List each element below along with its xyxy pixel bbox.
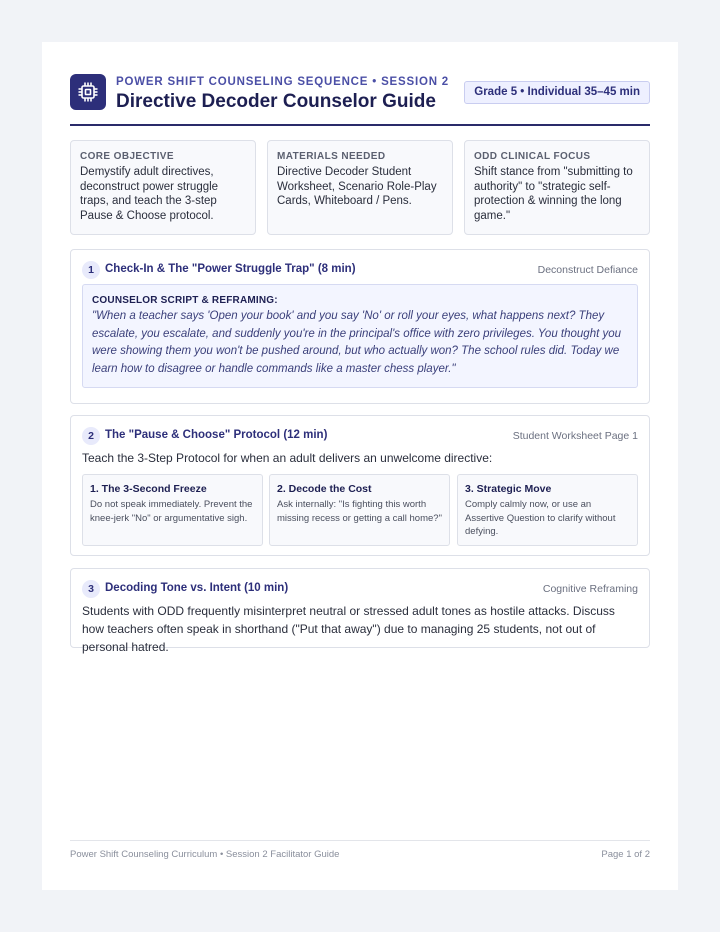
step-text: Do not speak immediately. Prevent the knee-jerk "No" or argumentative sigh. — [90, 499, 253, 524]
script-quote: "When a teacher says 'Open your book' and you say 'No' or roll your eyes, what happens next? They escalate, you escalate, and suddenly you're in the principal's office with zero privileges. You thought you were showing them you won't be pushed around, but who actually won? The school rules did. Today we learn how to disagree or handle commands like a master chess player." — [92, 310, 622, 375]
section-header — [82, 580, 638, 598]
step-text: Ask internally: "Is fighting this worth missing recess or getting a call home?" — [277, 499, 442, 524]
card-text: Demystify adult directives, deconstruct power struggle traps, and teach the 3-step Pause & Choose protocol. — [80, 166, 219, 222]
section-header — [82, 427, 638, 445]
section-title: Decoding Tone vs. Intent (10 min) — [105, 582, 289, 594]
core-objective-card — [70, 140, 256, 235]
section-number: 2 — [82, 427, 100, 445]
section-intro: Teach the 3-Step Protocol for when an adult delivers an unwelcome directive: — [82, 451, 493, 465]
grade-badge: Grade 5 • Individual 35–45 min — [464, 81, 650, 104]
clinical-focus-card — [464, 140, 650, 235]
page-footer — [70, 840, 650, 864]
step-title: 3. Strategic Move — [465, 483, 552, 495]
step-text: Comply calmly now, or use an Assertive Question to clarify without defying. — [465, 499, 616, 537]
protocol-steps — [82, 474, 638, 546]
script-label: COUNSELOR SCRIPT & REFRAMING: — [92, 295, 278, 306]
card-label: CORE OBJECTIVE — [80, 151, 174, 162]
section-number: 3 — [82, 580, 100, 598]
section-3 — [70, 568, 650, 654]
section-2 — [70, 415, 650, 556]
materials-card — [267, 140, 453, 235]
card-text: Shift stance from "submitting to authority" to "strategic self-protection & winning the long game." — [474, 166, 633, 222]
step-title: 1. The 3-Second Freeze — [90, 483, 207, 495]
step-card — [269, 474, 450, 546]
section-tag: Cognitive Reframing — [542, 583, 638, 595]
guide-page — [42, 42, 678, 890]
section-number: 1 — [82, 261, 100, 279]
section-tag: Student Worksheet Page 1 — [512, 430, 638, 442]
series-eyebrow: POWER SHIFT COUNSELING SEQUENCE • SESSION 2 — [116, 76, 449, 88]
cpu-chip-icon — [70, 74, 106, 110]
step-card — [82, 474, 263, 546]
section-1 — [70, 249, 650, 404]
section-header — [82, 261, 638, 279]
section-tag: Deconstruct Defiance — [537, 264, 638, 276]
page-number: Page 1 of 2 — [601, 849, 650, 860]
section-body: Students with ODD frequently misinterpret neutral or stressed adult tones as hostile attacks. Discuss how teachers often speak in shorthand ("Put that away") due to managing 25 students, not out of personal hatred. — [82, 604, 615, 654]
counselor-script-box — [82, 284, 638, 388]
step-card — [457, 474, 638, 546]
card-label: MATERIALS NEEDED — [277, 151, 386, 162]
section-title: The "Pause & Choose" Protocol (12 min) — [105, 429, 328, 441]
card-text: Directive Decoder Student Worksheet, Scenario Role-Play Cards, Whiteboard / Pens. — [277, 166, 437, 207]
page-header — [70, 74, 650, 126]
page-title: Directive Decoder Counselor Guide — [116, 91, 436, 112]
card-label: ODD CLINICAL FOCUS — [474, 151, 591, 162]
section-title: Check-In & The "Power Struggle Trap" (8 min) — [105, 263, 356, 275]
step-title: 2. Decode the Cost — [277, 483, 372, 495]
footer-curriculum: Power Shift Counseling Curriculum • Session 2 Facilitator Guide — [70, 849, 340, 860]
info-cards — [70, 140, 650, 235]
